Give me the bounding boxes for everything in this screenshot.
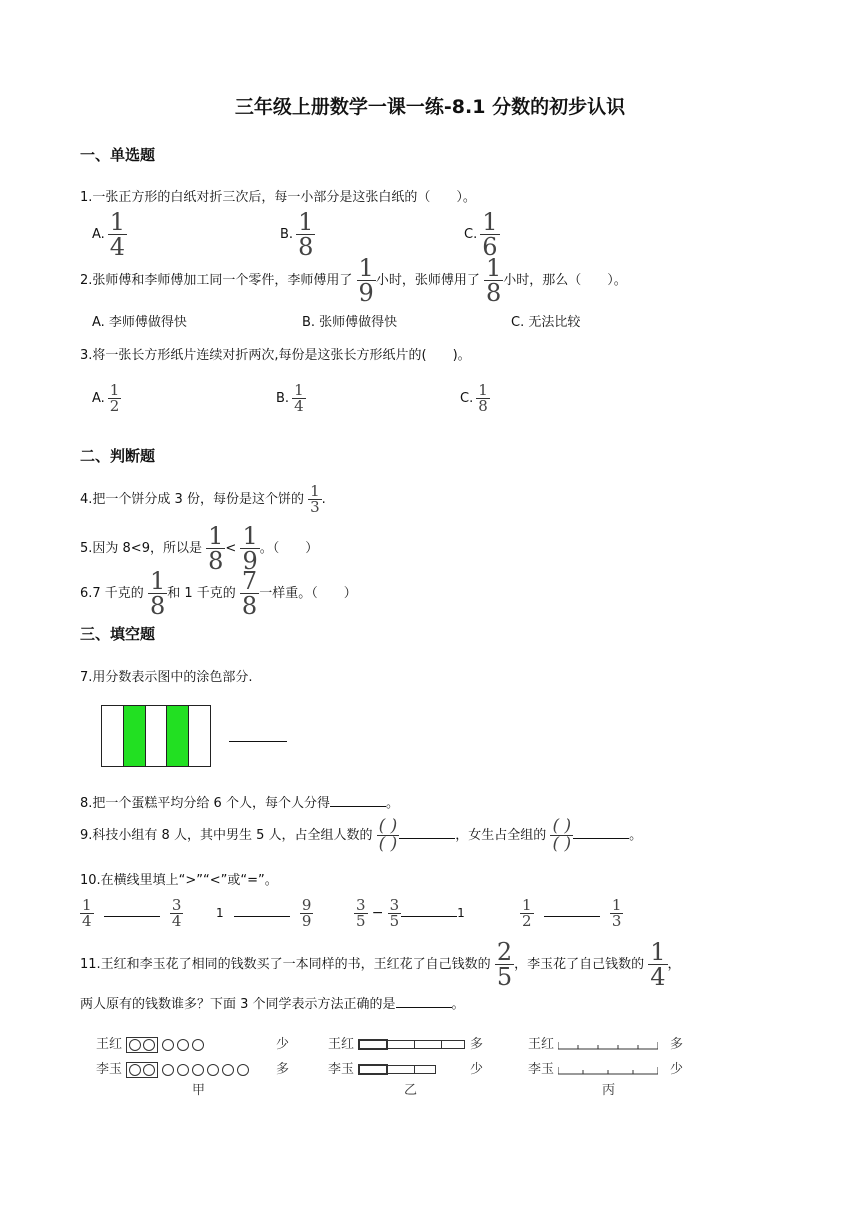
q9-answer-blank-1[interactable] xyxy=(399,826,455,839)
q3-option-b[interactable] xyxy=(276,383,306,414)
q10-blank-3[interactable] xyxy=(401,904,457,917)
question-7-text: 7.用分数表示图中的涂色部分. xyxy=(80,670,253,685)
option-label: C. xyxy=(464,227,478,242)
figure-yi: 王红 多 李玉 少 乙 xyxy=(328,1037,484,1098)
question-3-text: 3.将一张长方形纸片连续对折两次,每份是这张长方形纸片的( )。 xyxy=(80,348,471,363)
fraction: $\frac{1}{8}$ xyxy=(208,522,224,575)
question-9-text: 9.科技小组有 8 人，其中男生 5 人，占全组人数的 $\frac{( )}{( )}$ ，女生占全组的 $\frac{( )}{( )}$ 。 xyxy=(80,816,643,854)
question-4-text: 4.把一个饼分成 3 份，每份是这个饼的 $\frac{1}{3}$ . xyxy=(80,482,326,516)
question-1-text: 1.一张正方形的白纸对折三次后，每一小部分是这张白纸的（ ）。 xyxy=(80,190,476,205)
q1-option-b[interactable] xyxy=(280,210,315,259)
q2-option-c[interactable]: C. 无法比较 xyxy=(511,315,581,330)
q3-option-a[interactable] xyxy=(92,383,121,414)
q7-answer-blank[interactable] xyxy=(229,731,287,742)
q10-compare-4: $\frac{1}{2}$ $\frac{1}{3}$ xyxy=(522,896,622,930)
q8-answer-blank[interactable] xyxy=(330,794,386,807)
question-10-text: 10.在横线里填上“>”“<”或“=”。 xyxy=(80,873,278,888)
fraction: $\frac{1}{8}$ xyxy=(485,254,502,307)
q1-option-c[interactable] xyxy=(464,210,500,259)
q10-compare-2: 1 $\frac{9}{9}$ xyxy=(216,896,312,930)
page-title: 三年级上册数学一课一练-8.1 分数的初步认识 xyxy=(234,96,626,118)
fraction: $\frac{1}{8}$ xyxy=(298,208,314,261)
option-label: B. xyxy=(280,227,294,242)
section-heading-single-choice: 一、单选题 xyxy=(80,146,156,164)
fraction: $\frac{1}{9}$ xyxy=(358,254,374,307)
option-label: A. xyxy=(92,227,105,242)
question-11-text: 11.王红和李玉花了相同的钱数买了一本同样的书，王红花了自己钱数的 $\frac{2}{5}$ ，李玉花了自己钱数的 $\frac{1}{4}$ ， xyxy=(80,938,681,991)
figure-bing: 王红 多 李玉 少 丙 xyxy=(528,1037,684,1098)
option-label: A. xyxy=(92,391,105,406)
fraction: $\frac{1}{6}$ xyxy=(482,208,498,261)
fraction: $\frac{1}{8}$ xyxy=(478,381,488,415)
q10-compare-3: $\frac{3}{5}$ − $\frac{3}{5}$ 1 xyxy=(356,896,465,930)
question-8-text: 8.把一个蛋糕平均分给 6 个人，每个人分得 。 xyxy=(80,796,399,811)
q10-blank-2[interactable] xyxy=(234,904,290,917)
q2-option-a[interactable]: A. 李师傅做得快 xyxy=(92,315,187,330)
question-2-text: 2.张师傅和李师傅加工同一个零件，李师傅用了 $\frac{1}{9}$ 小时，张师傅用了 $\frac{1}{8}$ 小时，那么（ ）。 xyxy=(80,254,627,307)
q10-compare-1: $\frac{1}{4}$ $\frac{3}{4}$ xyxy=(82,896,182,930)
q10-blank-1[interactable] xyxy=(104,904,160,917)
fraction-blank: $\frac{( )}{( )}$ xyxy=(552,816,572,854)
question-5-text: 5.因为 8<9，所以是 $\frac{1}{8}$ < $\frac{1}{9}$ 。（ ） xyxy=(80,522,319,575)
option-label: C. xyxy=(460,391,474,406)
fraction: $\frac{1}{8}$ xyxy=(149,567,166,620)
section-heading-fill-in: 三、填空题 xyxy=(80,625,156,643)
q3-option-c[interactable] xyxy=(460,383,490,414)
question-11-text-line2: 两人原有的钱数谁多？下面 3 个同学表示方法正确的是 。 xyxy=(80,997,465,1012)
q1-option-a[interactable] xyxy=(92,210,127,259)
option-label: B. xyxy=(276,391,290,406)
fraction: $\frac{1}{2}$ xyxy=(109,381,120,415)
fraction: $\frac{1}{4}$ xyxy=(294,381,304,415)
figure-jia: 王红 少 李玉 多 甲 xyxy=(96,1037,290,1098)
q2-option-b[interactable]: B. 张师傅做得快 xyxy=(302,315,398,330)
fraction-blank: $\frac{( )}{( )}$ xyxy=(378,816,398,854)
question-6-text: 6.7 千克的 $\frac{1}{8}$ 和 1 千克的 $\frac{7}{8}$ 一样重。（ ） xyxy=(80,567,357,620)
q11-answer-blank[interactable] xyxy=(396,995,452,1008)
fraction: $\frac{1}{9}$ xyxy=(242,522,258,575)
fraction: $\frac{7}{8}$ xyxy=(241,567,258,620)
shaded-rectangle-figure xyxy=(101,705,211,767)
fraction: $\frac{1}{3}$ xyxy=(310,482,320,516)
q10-blank-4[interactable] xyxy=(544,904,600,917)
fraction: $\frac{1}{4}$ xyxy=(109,208,126,261)
section-heading-true-false: 二、判断题 xyxy=(80,447,156,465)
q9-answer-blank-2[interactable] xyxy=(573,826,629,839)
